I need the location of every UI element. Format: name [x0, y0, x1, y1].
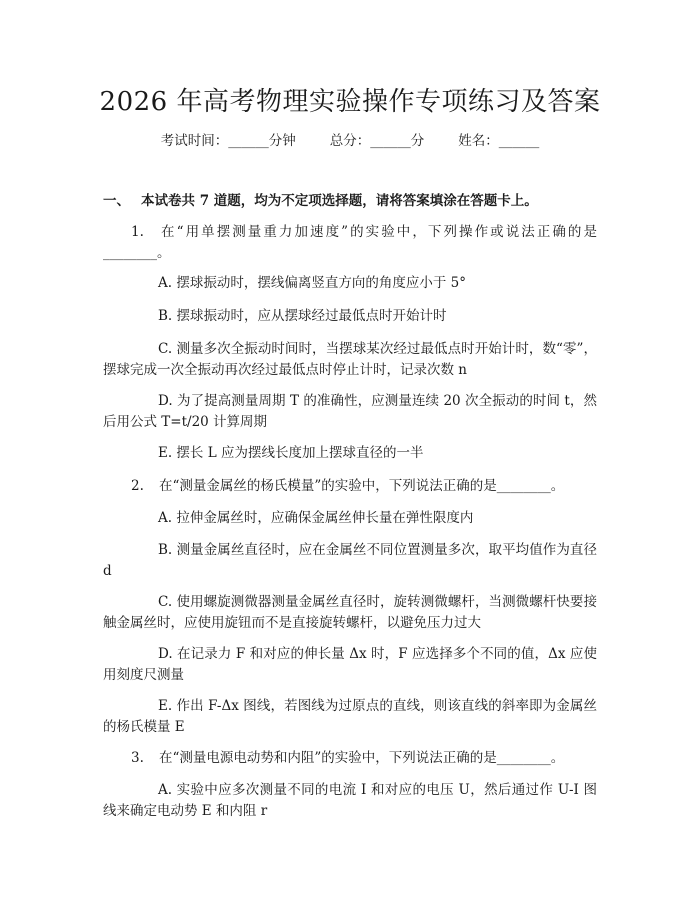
exam-time-field: 考试时间：______分钟 [160, 133, 296, 149]
student-name-field: 姓名：______ [458, 133, 540, 149]
question-text: 在“用单摆测量重力加速度”的实验中，下列操作或说法正确的是________。 [103, 224, 597, 261]
question-number: 1. [131, 224, 144, 240]
section-heading [103, 190, 623, 212]
question-2-option-d: D. 在记录力 F 和对应的伸长量 Δx 时，F 应选择多个不同的值，Δx 应使用刻度尺测量 [103, 646, 597, 683]
question-1-option-c: C. 测量多次全振动时间时，当摆球某次经过最低点时开始计时，数“零”，摆球完成一次全振动再次经过最低点时停止计时，记录次数 n [103, 341, 597, 378]
question-number: 3. [131, 750, 144, 766]
question-2-option-e: E. 作出 F-Δx 图线，若图线为过原点的直线，则该直线的斜率即为金属丝的杨氏模量 E [103, 698, 597, 735]
total-score-field: 总分：______分 [329, 133, 425, 149]
question-text: 在“测量金属丝的杨氏模量”的实验中，下列说法正确的是________。 [159, 478, 565, 494]
question-1-option-a: A. 摆球振动时，摆线偏离竖直方向的角度应小于 5° [158, 275, 466, 291]
question-2-stem [103, 476, 597, 497]
question-number: 2. [131, 478, 144, 494]
page-title: 2026 年高考物理实验操作专项练习及答案 [99, 87, 601, 117]
exam-info-line [0, 130, 700, 152]
section-instructions: 本试卷共 7 道题，均为不定项选择题，请将答案填涂在答题卡上。 [141, 193, 538, 209]
question-1-option-d: D. 为了提高测量周期 T 的准确性，应测量连续 20 次全振动的时间 t，然后用公式 T=t/20 计算周期 [103, 393, 597, 430]
question-1-option-e: E. 摆长 L 应为摆线长度加上摆球直径的一半 [158, 445, 424, 461]
section-number: 一、 [103, 193, 130, 209]
question-1-stem [103, 222, 597, 264]
question-1-option-b: B. 摆球振动时，应从摆球经过最低点时开始计时 [158, 308, 447, 324]
question-text: 在“测量电源电动势和内阻”的实验中，下列说法正确的是________。 [159, 750, 565, 766]
question-3-stem [103, 748, 597, 769]
question-2-option-c: C. 使用螺旋测微器测量金属丝直径时，旋转测微螺杆，当测微螺杆快要接触金属丝时，应使用旋钮而不是直接旋转螺杆，以避免压力过大 [103, 594, 597, 631]
question-3-option-a: A. 实验中应多次测量不同的电流 I 和对应的电压 U，然后通过作 U-I 图线来确定电动势 E 和内阻 r [103, 782, 597, 819]
question-2-option-a: A. 拉伸金属丝时，应确保金属丝伸长量在弹性限度内 [158, 510, 474, 526]
question-2-option-b: B. 测量金属丝直径时，应在金属丝不同位置测量多次，取平均值作为直径 d [103, 542, 597, 579]
